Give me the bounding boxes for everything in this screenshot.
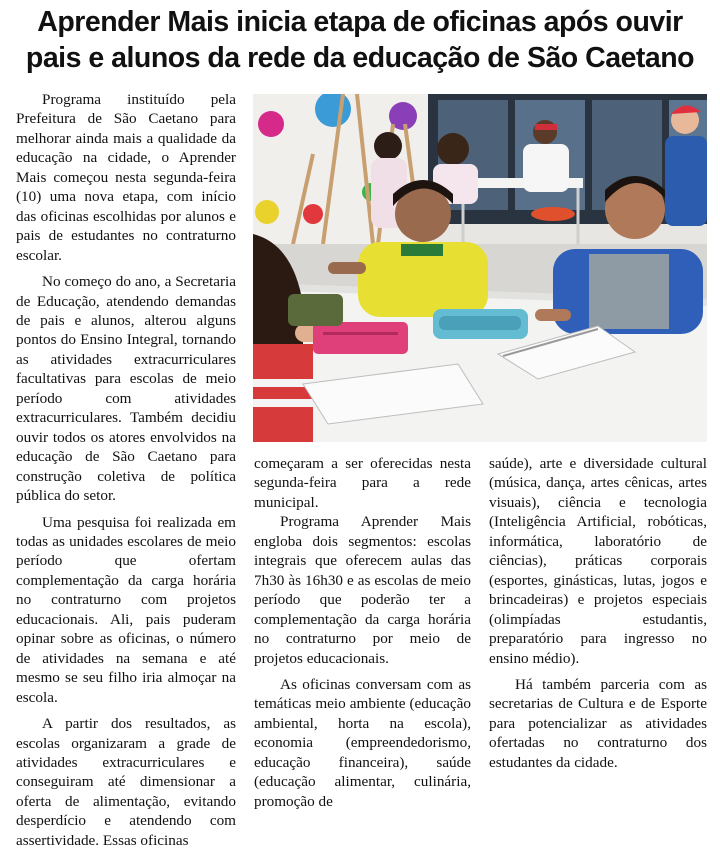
paragraph: No começo do ano, a Secretaria de Educação, atendendo demandas de pais e alunos, alterou alguns pontos do Ensino Integral, tornando as atividades extracurriculares facultativas para escolas de meio período com atividades extracurriculares. Também decidiu ouvir todos os atores envolvidos na educação de São Caetano para construção coletiva de política pública do setor.	[16, 273, 236, 505]
headline-line-1: Aprender Mais inicia etapa de oficinas após ouvir	[37, 6, 683, 38]
headline-line-2: pais e alunos da rede da educação de São Caetano	[25, 42, 695, 74]
article-column-2	[254, 454, 471, 811]
paragraph: A partir dos resultados, as escolas organizaram a grade de atividades extracurriculares e conseguiram até dimensionar a oferta de alimentação, evitando desperdício e atendendo com assertividade. Essas oficinas	[16, 715, 236, 849]
paragraph: Há também parceria com as secretarias de Cultura e de Esporte para potencializar as atividades ofertadas no contraturno dos estudantes da cidade.	[489, 675, 707, 771]
paragraph: começaram a ser oferecidas nesta segunda-feira para a rede municipal.	[254, 455, 471, 511]
article-column-1	[16, 90, 236, 850]
paragraph: Programa instituído pela Prefeitura de São Caetano para melhorar ainda mais a qualidade da educação na cidade, o Aprender Mais começou nesta segunda-feira (10) uma nova etapa, com início das oficinas escolhidas por alunos e pais de estudantes no contraturno escolar.	[16, 91, 236, 264]
classroom-photo	[253, 94, 707, 442]
article-column-3	[489, 454, 707, 772]
paragraph: Programa Aprender Mais engloba dois segmentos: escolas integrais que oferecem aulas das 7h30 às 16h30 e as escolas de meio período que poderão ter a complementação da carga horária no contraturno por meio de projetos educacionais.	[254, 513, 471, 667]
paragraph: saúde), arte e diversidade cultural (música, dança, artes cênicas, artes visuais), ciência e tecnologia (Inteligência Artificial, robóticas, informática, laboratório de ciências), práticas corporais (esportes, ginásticas, lutas, jogos e brincadeiras) e projetos especiais (olimpíadas estudantis, preparatório para ingresso no ensino médio).	[489, 455, 707, 667]
headline	[10, 4, 710, 76]
paragraph: As oficinas conversam com as temáticas meio ambiente (educação ambiental, horta na escola), economia (empreendedorismo, educação financeira), saúde (educação alimentar, culinária, promoção de	[254, 675, 471, 810]
paragraph: Uma pesquisa foi realizada em todas as unidades escolares de meio período que ofertam complementação da carga horária no contraturno com projetos educacionais. Ali, pais puderam opinar sobre as oficinas, o número de atividades na semana e até mesmo se seu filho iria almoçar na escola.	[16, 513, 236, 706]
